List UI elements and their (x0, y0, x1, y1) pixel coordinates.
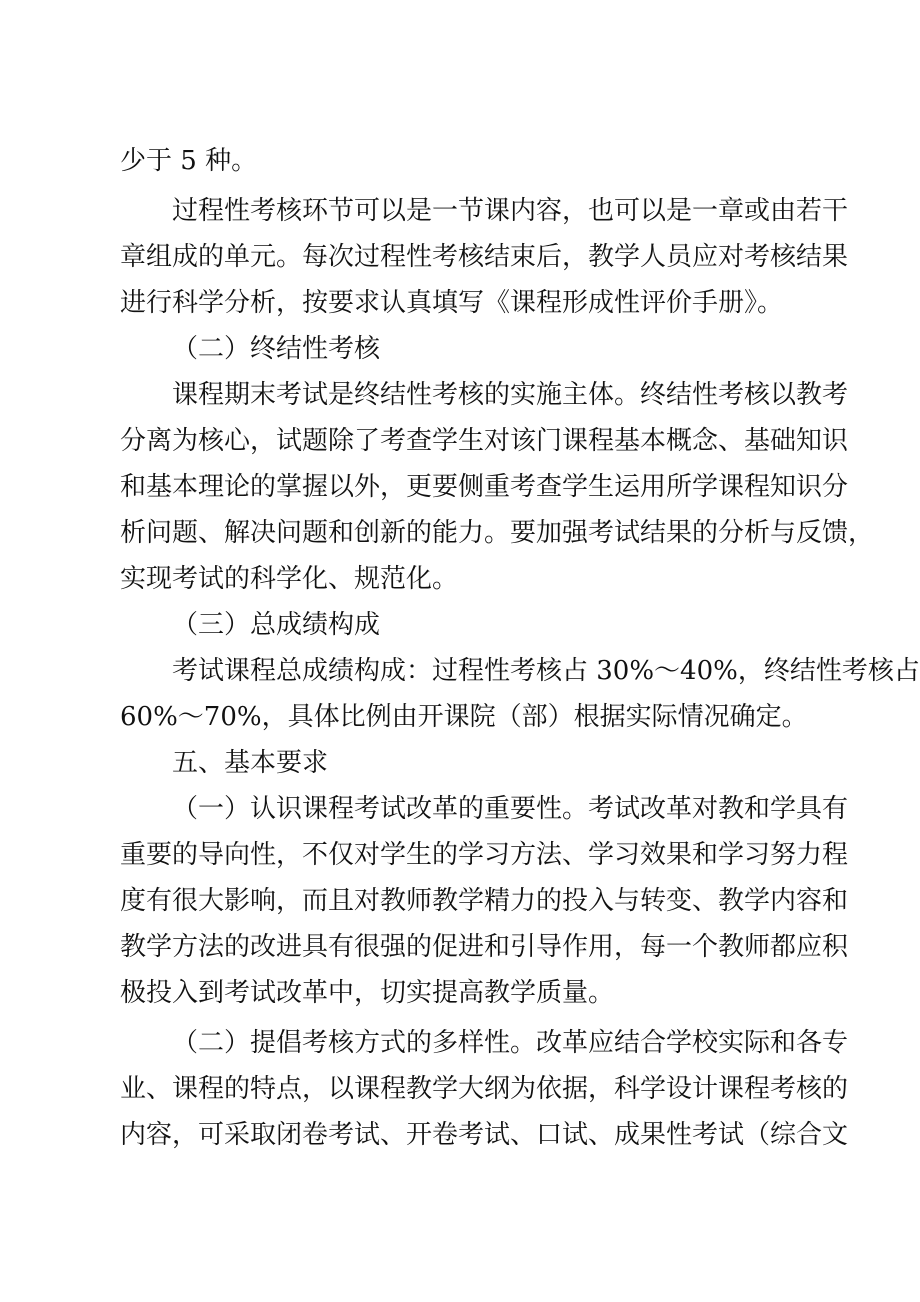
paragraph-line: 考试课程总成绩构成：过程性考核占 30%～40%，终结性考核占 (172, 656, 920, 686)
paragraph-line: 实现考试的科学化、规范化。 (120, 564, 459, 594)
paragraph-line: （二）提倡考核方式的多样性。改革应结合学校实际和各专 (172, 1028, 849, 1058)
section-heading: 五、基本要求 (172, 748, 329, 778)
paragraph-line: 和基本理论的掌握以外，更要侧重考查学生运用所学课程知识分 (120, 472, 849, 502)
paragraph-line: 析问题、解决问题和创新的能力。要加强考试结果的分析与反馈， (120, 518, 875, 548)
paragraph-line: 教学方法的改进具有很强的促进和引导作用，每一个教师都应积 (120, 932, 849, 962)
section-heading: （三）总成绩构成 (172, 610, 381, 640)
paragraph-line: 少于 5 种。 (120, 146, 258, 176)
paragraph-line: 内容，可采取闭卷考试、开卷考试、口试、成果性考试（综合文 (120, 1120, 849, 1150)
paragraph-line: 60%～70%，具体比例由开课院（部）根据实际情况确定。 (120, 702, 808, 732)
paragraph-line: 度有很大影响，而且对教师教学精力的投入与转变、教学内容和 (120, 886, 849, 916)
paragraph-line: 过程性考核环节可以是一节课内容，也可以是一章或由若干 (172, 196, 849, 226)
paragraph-line: 分离为核心，试题除了考查学生对该门课程基本概念、基础知识 (120, 426, 849, 456)
section-heading: （二）终结性考核 (172, 334, 381, 364)
paragraph-line: 进行科学分析，按要求认真填写《课程形成性评价手册》。 (120, 288, 784, 318)
paragraph-line: 章组成的单元。每次过程性考核结束后，教学人员应对考核结果 (120, 242, 849, 272)
paragraph-line: （一）认识课程考试改革的重要性。考试改革对教和学具有 (172, 794, 849, 824)
paragraph-line: 业、课程的特点，以课程教学大纲为依据，科学设计课程考核的 (120, 1074, 849, 1104)
paragraph-line: 极投入到考试改革中，切实提高教学质量。 (120, 978, 615, 1008)
paragraph-line: 重要的导向性，不仅对学生的学习方法、学习效果和学习努力程 (120, 840, 849, 870)
paragraph-line: 课程期末考试是终结性考核的实施主体。终结性考核以教考 (172, 380, 849, 410)
